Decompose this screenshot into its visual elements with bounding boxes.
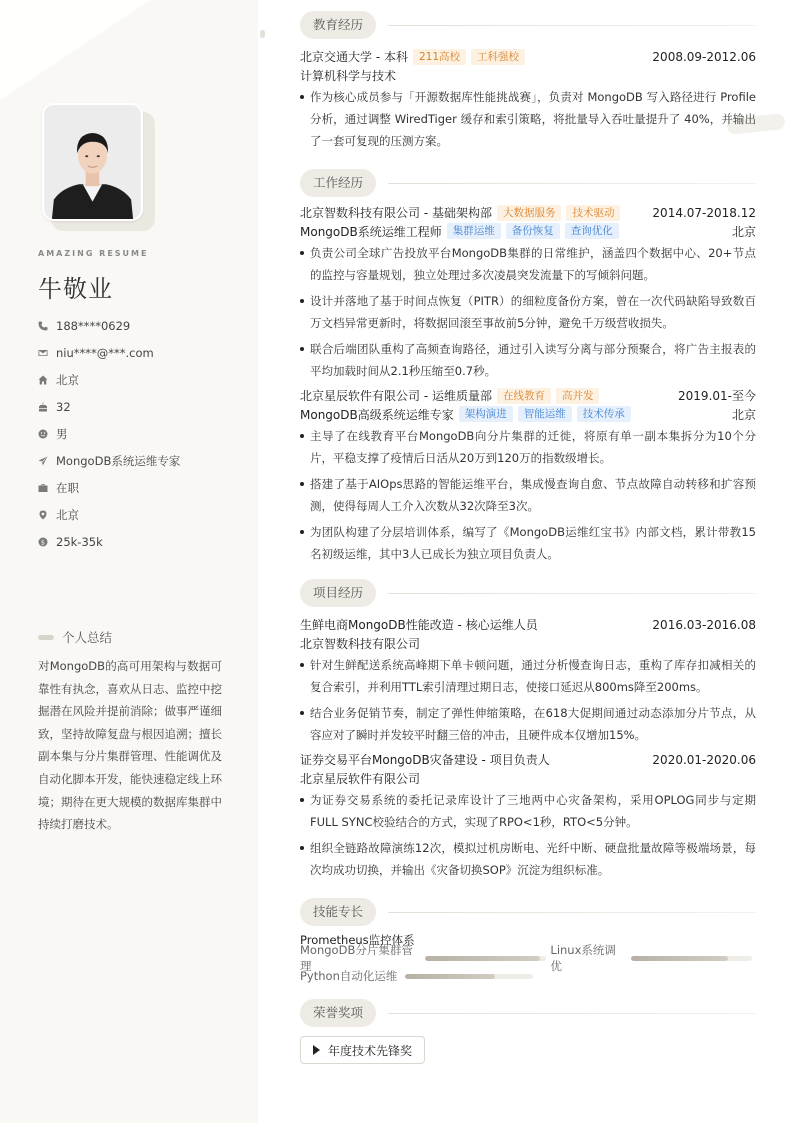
project-name: 生鲜电商MongoDB性能改造 - 核心运维人员 [300,618,538,632]
list-item: 为证券交易系统的委托记录库设计了三地两中心灾备架构，采用OPLOG同步与定期FULL SYNC校验结合的方式，实现了RPO<1秒，RTO<5分钟。 [300,789,756,833]
role-tag: 技术传承 [577,406,631,422]
education-major-row [300,66,756,84]
education-bullets [300,86,756,152]
send-icon [38,456,48,466]
section-divider [388,593,756,594]
skill-category: Prometheus监控体系 [300,933,415,947]
list-item: 搭建了基于AIOps思路的智能运维平台，集成慢查询自愈、节点故障自动转移和扩容预测，使得每周人工介入次数从32次降至3次。 [300,473,756,517]
phone-value: 188****0629 [56,318,131,333]
location-pin-icon [38,510,48,520]
project-entry-header [300,750,756,769]
work-entry-header [300,203,756,222]
list-item: 负责公司全球广告投放平台MongoDB集群的日常维护，涵盖四个数据中心、20+节点的监控与容量规划，独立处理过多次凌晨突发流量下的写倾斜问题。 [300,242,756,286]
home-icon [38,375,48,385]
candidate-name: 牛敬业 [38,275,113,303]
work-role-row [300,222,756,240]
skills-title: 技能专长 [300,898,376,926]
email-value: niu****@***.com [56,345,154,360]
skill-level-bar [425,956,546,961]
list-item: 设计并落地了基于时间点恢复（PITR）的细粒度备份方案，曾在一次代码缺陷导致数百万文档异常更新时，将数据回滚至事故前5分钟，避免千万级营收损失。 [300,290,756,334]
list-item: 结合业务促销节奏，制定了弹性伸缩策略，在618大促期间通过动态添加分片节点，从容应对了瞬时并发较平时翻三倍的冲击，且硬件成本仅增加15%。 [300,702,756,746]
project-period: 2020.01-2020.06 [652,752,756,767]
role-name: MongoDB高级系统运维专家 [300,407,454,422]
projects-title: 项目经历 [300,579,376,607]
skill-level-fill [631,956,728,961]
work-entry-header [300,386,756,405]
cake-icon [38,402,48,412]
company-tag: 大数据服务 [497,205,562,221]
list-item: 作为核心成员参与「开源数据库性能挑战赛」，负责对 MongoDB 写入路径进行 Profile 分析，通过调整 WiredTiger 缓存和索引策略，将批量导入吞吐量提升了 40%，并输出了一套可复现的压测方案。 [300,86,756,152]
section-divider [388,183,756,184]
education-heading [300,10,756,40]
status-value: 在职 [56,480,79,495]
project-period: 2016.03-2016.08 [652,617,756,632]
project-bullets [300,789,756,881]
project-company: 北京智数科技有限公司 [300,636,421,651]
resume-tagline: AMAZING RESUME [38,249,149,258]
skill-level-bar [631,956,752,961]
contact-list [38,312,248,555]
list-item: 主导了在线教育平台MongoDB向分片集群的迁徙，将原有单一副本集拆分为10个分片，平稳支撑了疫情后日活从20万到120万的指数级增长。 [300,425,756,469]
contact-status [38,474,248,501]
major: 计算机科学与技术 [300,68,397,83]
section-divider [388,1013,756,1014]
contact-city [38,501,248,528]
skill-name: Linux系统调优 [550,943,616,973]
contact-position [38,447,248,474]
section-divider [388,25,756,26]
skill-level-bar [405,974,533,979]
education-tag: 工科强校 [471,49,525,65]
position-value: MongoDB系统运维专家 [56,453,181,468]
skills-heading [300,897,756,927]
skill-name: Python自动化运维 [300,969,398,983]
company-tag: 在线教育 [497,388,551,404]
skill-level-fill [425,956,540,961]
summary-heading [38,628,112,646]
work-period: 2014.07-2018.12 [652,205,756,220]
contact-phone [38,312,248,339]
project-company: 北京星辰软件有限公司 [300,771,421,786]
main-content [300,10,756,1064]
salary-value: 25k-35k [56,534,103,549]
list-item: 针对生鲜配送系统高峰期下单卡顿问题，通过分析慢查询日志，重构了库存扣减相关的复合索引，并利用TTL索引清理过期日志，使接口延迟从800ms降至200ms。 [300,654,756,698]
mail-icon [38,348,48,358]
projects-heading [300,578,756,608]
contact-gender [38,420,248,447]
corner-decoration [0,0,150,100]
phone-icon [38,321,48,331]
education-title: 教育经历 [300,11,376,39]
role-tag: 集群运维 [447,223,501,239]
skill-item [300,968,533,984]
project-entry [300,750,756,881]
work-role-row [300,405,756,423]
project-entry-header [300,615,756,634]
play-triangle-icon [313,1045,320,1055]
contact-email [38,339,248,366]
project-company-row [300,769,756,787]
award-item[interactable] [300,1036,425,1064]
sidebar [0,0,258,1123]
hometown-value: 北京 [56,372,79,387]
skill-name: MongoDB分片集群管理 [300,943,413,973]
role-tag: 备份恢复 [506,223,560,239]
company-name: 北京智数科技有限公司 - 基础架构部 [300,206,492,220]
work-city: 北京 [731,224,756,239]
summary-heading-marker [38,635,54,640]
summary-text: 对MongoDB的高可用架构与数据可靠性有执念，喜欢从日志、监控中挖掘潜在风险并提前消除；做事严谨细致，坚持故障复盘与根因追溯；擅长副本集与分片集群管理、性能调优及自动化脚本开发，能快速稳定线上环境；期待在更大规模的数据库集群中持续打磨技术。 [38,659,222,832]
divider-dot [260,30,265,38]
avatar [42,103,143,221]
city-value: 北京 [56,507,79,522]
work-period: 2019.01-至今 [678,389,756,403]
section-divider [388,912,756,913]
work-entry [300,203,756,382]
school-name: 北京交通大学 - 本科 [300,50,408,64]
salary-icon [38,537,48,547]
role-name: MongoDB系统运维工程师 [300,224,442,239]
education-tag: 211高校 [413,49,466,65]
svg-text:$: $ [40,537,46,546]
avatar-photo [44,105,141,219]
skill-level-fill [405,974,495,979]
briefcase-icon [38,483,48,493]
age-value: 32 [56,399,71,414]
summary-title: 个人总结 [62,630,113,645]
work-title: 工作经历 [300,169,376,197]
gender-icon [38,429,48,439]
skill-item [550,942,752,974]
list-item: 组织全链路故障演练12次，模拟过机房断电、光纤中断、硬盘批量故障等极端场景，每次均成功切换，并输出《灾备切换SOP》沉淀为组织标准。 [300,837,756,881]
education-period: 2008.09-2012.06 [652,49,756,64]
contact-salary [38,528,248,555]
role-tag: 架构演进 [459,406,513,422]
honors-heading [300,998,756,1028]
role-tag: 智能运维 [518,406,572,422]
work-city: 北京 [731,407,756,422]
gender-value: 男 [56,426,68,441]
work-heading [300,168,756,198]
role-tag: 查询优化 [565,223,619,239]
contact-age [38,393,248,420]
education-entry-header [300,47,756,66]
company-tag: 高并发 [556,388,600,404]
work-entry [300,386,756,565]
list-item: 联合后端团队重构了高频查询路径，通过引入读写分离与部分预聚合，将广告主报表的平均加载时间从2.1秒压缩至0.7秒。 [300,338,756,382]
work-bullets [300,425,756,565]
company-name: 北京星辰软件有限公司 - 运维质量部 [300,389,492,403]
project-bullets [300,654,756,746]
work-bullets [300,242,756,382]
award-name: 年度技术先锋奖 [328,1043,413,1058]
contact-home [38,366,248,393]
list-item: 为团队构建了分层培训体系，编写了《MongoDB运维红宝书》内部文档，累计带教15名初级运维，其中3人已成长为独立项目负责人。 [300,521,756,565]
project-company-row [300,634,756,652]
company-tag: 技术驱动 [566,205,620,221]
honors-title: 荣誉奖项 [300,999,376,1027]
project-name: 证券交易平台MongoDB灾备建设 - 项目负责人 [300,753,550,767]
project-entry [300,615,756,746]
skill-row [300,943,756,973]
